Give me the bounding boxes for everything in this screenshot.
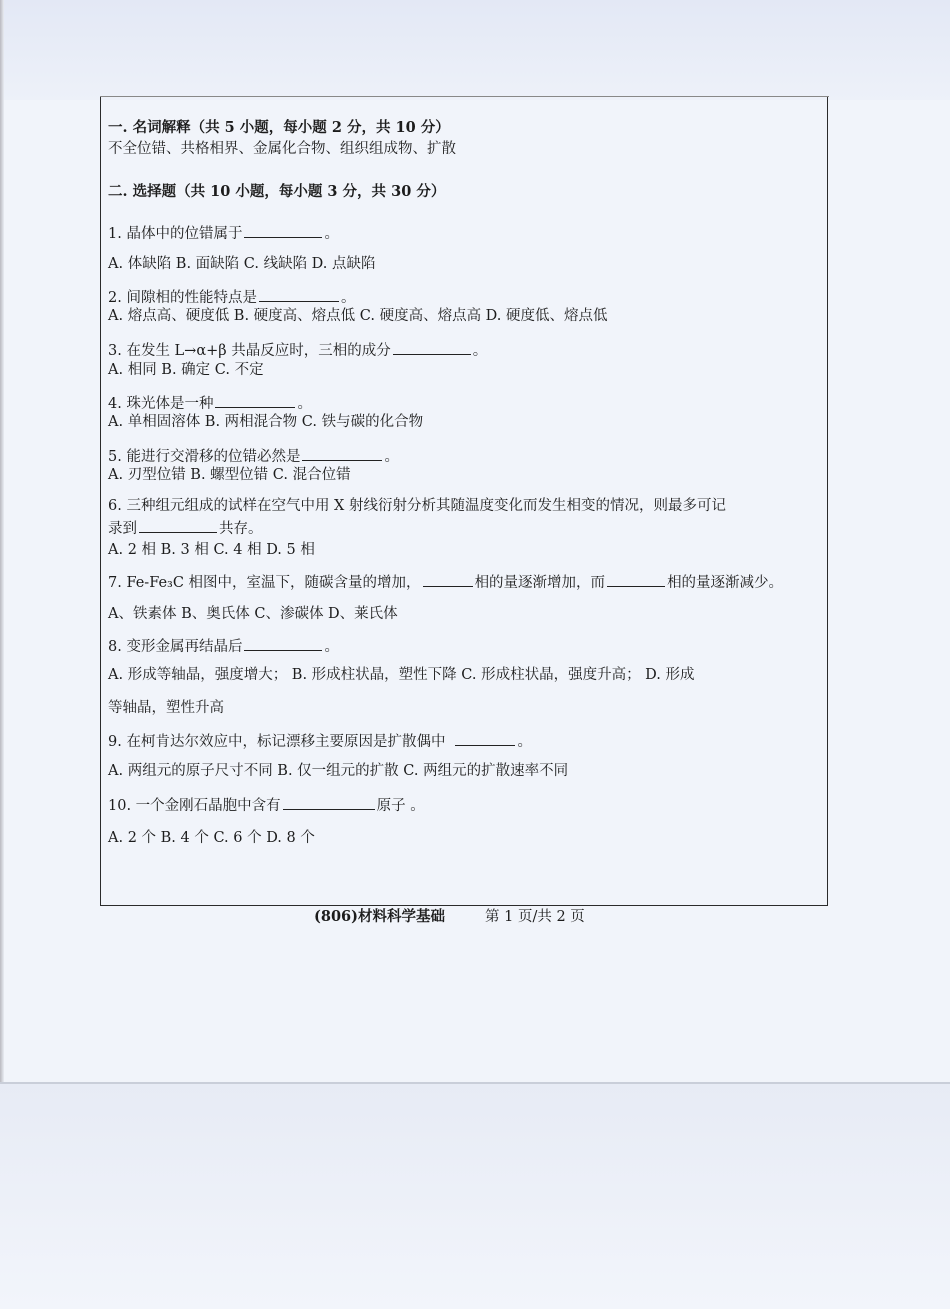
q3-stem-end: 。 xyxy=(472,343,488,359)
question-7-stem xyxy=(108,573,783,592)
answer-blank xyxy=(139,519,217,533)
q4-stem-end: 。 xyxy=(297,396,312,412)
answer-blank xyxy=(244,637,322,651)
question-4-stem xyxy=(108,394,312,413)
q9-stem-text: 9. 在柯肯达尔效应中，标记漂移主要原因是扩散偶中 xyxy=(108,734,446,750)
course-title: (806)材料科学基础 xyxy=(314,908,445,925)
answer-blank xyxy=(393,341,471,355)
q5-stem-end: 。 xyxy=(384,449,399,465)
question-8-options-line1: A. 形成等轴晶，强度增大； B. 形成柱状晶，塑性下降 C. 形成柱状晶，强度升高； D. 形成 xyxy=(108,667,695,683)
page-fold-line xyxy=(0,1082,950,1084)
question-10-options: A. 2 个 B. 4 个 C. 6 个 D. 8 个 xyxy=(108,830,315,846)
underlying-sheet xyxy=(0,1084,950,1309)
q9-stem-end: 。 xyxy=(517,734,532,750)
q7-stem-mid: 相的量逐渐增加，而 xyxy=(474,575,606,591)
question-5-stem xyxy=(108,447,399,466)
answer-blank xyxy=(302,447,382,461)
q2-stem-end: 。 xyxy=(340,290,356,306)
question-4-options: A. 单相固溶体 B. 两相混合物 C. 铁与碳的化合物 xyxy=(108,414,424,430)
question-9-stem xyxy=(108,732,532,751)
answer-blank xyxy=(455,732,515,746)
question-6-stem-line1: 6. 三种组元组成的试样在空气中用 X 射线衍射分析其随温度变化而发生相变的情况，则最多可记 xyxy=(108,498,726,514)
q1-stem-text: 1. 晶体中的位错属于 xyxy=(108,226,243,242)
question-8-options-line2: 等轴晶，塑性升高 xyxy=(108,700,224,716)
section1-title: 一. 名词解释（共 5 小题，每小题 2 分，共 10 分） xyxy=(108,119,450,136)
q7-stem-text: 7. Fe-Fe₃C 相图中，室温下，随碳含量的增加， xyxy=(108,575,421,591)
page-number: 第 1 页/共 2 页 xyxy=(485,909,585,925)
question-2-options: A. 熔点高、硬度低 B. 硬度高、熔点低 C. 硬度高、熔点高 D. 硬度低、熔点低 xyxy=(108,308,608,324)
q4-stem-text: 4. 珠光体是一种 xyxy=(108,396,214,412)
question-2-stem xyxy=(108,288,355,307)
question-6-options: A. 2 相 B. 3 相 C. 4 相 D. 5 相 xyxy=(108,542,315,558)
q7-stem-end: 相的量逐渐减少。 xyxy=(667,575,784,591)
q6-stem-end: 共存。 xyxy=(219,521,263,537)
question-3-options: A. 相同 B. 确定 C. 不定 xyxy=(108,362,264,378)
question-1-options: A. 体缺陷 B. 面缺陷 C. 线缺陷 D. 点缺陷 xyxy=(108,256,376,272)
q10-stem-text: 10. 一个金刚石晶胞中含有 xyxy=(108,798,281,814)
q5-stem-text: 5. 能进行交滑移的位错必然是 xyxy=(108,449,301,465)
section1-terms: 不全位错、共格相界、金属化合物、组织组成物、扩散 xyxy=(108,141,456,157)
page-footer xyxy=(314,905,585,926)
answer-blank xyxy=(283,796,375,810)
section2-title: 二. 选择题（共 10 小题，每小题 3 分，共 30 分） xyxy=(108,183,446,200)
q8-stem-text: 8. 变形金属再结晶后 xyxy=(108,639,243,655)
answer-blank xyxy=(215,394,295,408)
answer-blank xyxy=(244,224,322,238)
q3-stem-text: 3. 在发生 L→α+β 共晶反应时，三相的成分 xyxy=(108,343,391,359)
q6-stem-text: 录到 xyxy=(108,521,137,537)
question-9-options: A. 两组元的原子尺寸不同 B. 仅一组元的扩散 C. 两组元的扩散速率不同 xyxy=(108,763,569,779)
answer-blank xyxy=(423,573,473,587)
q2-stem-text: 2. 间隙相的性能特点是 xyxy=(108,290,257,306)
answer-blank xyxy=(607,573,665,587)
question-10-stem xyxy=(108,796,425,815)
question-5-options: A. 刃型位错 B. 螺型位错 C. 混合位错 xyxy=(108,467,351,483)
q8-stem-end: 。 xyxy=(324,639,339,655)
q1-stem-end: 。 xyxy=(324,226,339,242)
scan-background-top xyxy=(0,0,950,100)
question-3-stem xyxy=(108,341,487,360)
answer-blank xyxy=(259,288,339,302)
question-7-options: A、铁素体 B、奥氏体 C、渗碳体 D、莱氏体 xyxy=(108,606,398,622)
question-6-stem-line2 xyxy=(108,519,263,538)
page-left-edge xyxy=(0,0,4,1090)
question-1-stem xyxy=(108,224,339,243)
question-8-stem xyxy=(108,637,339,656)
q10-stem-end: 原子 。 xyxy=(376,798,425,814)
